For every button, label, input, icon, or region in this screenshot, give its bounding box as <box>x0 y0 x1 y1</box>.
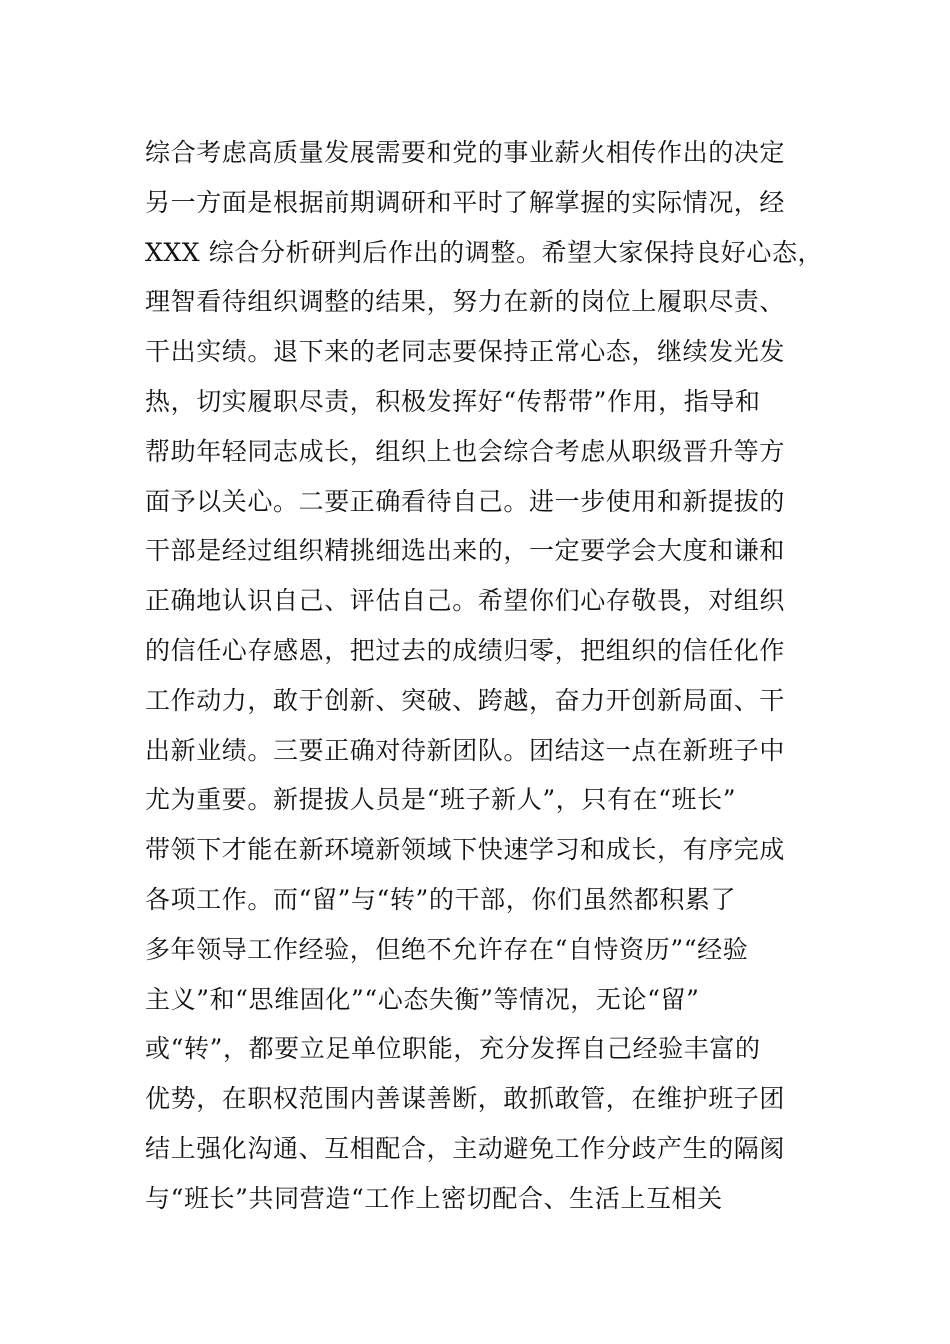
text-line: 带领下才能在新环境新领域下快速学习和成长，有序完成 <box>145 835 786 865</box>
body-text <box>145 128 845 1224</box>
text-line: 热，切实履职尽责，积极发挥好“传帮带”作用，指导和 <box>145 386 761 416</box>
text-line: 或“转”，都要立足单位职能，充分发挥自己经验丰富的 <box>145 1034 761 1064</box>
text-line: XXX 综合分析研判后作出的调整。希望大家保持良好心态， <box>145 237 824 267</box>
text-line: 多年领导工作经验，但绝不允许存在“自恃资历”“经验 <box>145 934 749 964</box>
text-line: 干部是经过组织精挑细选出来的，一定要学会大度和谦和 <box>145 536 786 566</box>
text-line: 干出实绩。退下来的老同志要保持正常心态，继续发光发 <box>145 337 786 367</box>
text-line: 理智看待组织调整的结果，努力在新的岗位上履职尽责、 <box>145 287 786 317</box>
text-line: 的信任心存感恩，把过去的成绩归零，把组织的信任化作 <box>145 635 786 665</box>
text-line: 面予以关心。二要正确看待自己。进一步使用和新提拔的 <box>145 486 786 516</box>
text-line: 另一方面是根据前期调研和平时了解掌握的实际情况，经 <box>145 187 786 217</box>
text-line: 帮助年轻同志成长，组织上也会综合考虑从职级晋升等方 <box>145 436 786 466</box>
text-line: 出新业绩。三要正确对待新团队。团结这一点在新班子中 <box>145 735 786 765</box>
text-line: 主义”和“思维固化”“心态失衡”等情况，无论“留” <box>145 984 700 1014</box>
text-line: 与“班长”共同营造“工作上密切配合、生活上互相关 <box>145 1183 723 1213</box>
text-line: 工作动力，敢于创新、突破、跨越，奋力开创新局面、干 <box>145 685 786 715</box>
text-line: 各项工作。而“留”与“转”的干部，你们虽然都积累了 <box>145 884 737 914</box>
text-line: 优势，在职权范围内善谋善断，敢抓敢管，在维护班子团 <box>145 1084 786 1114</box>
text-line: 尤为重要。新提拔人员是“班子新人”，只有在“班长” <box>145 785 737 815</box>
text-line: 正确地认识自己、评估自己。希望你们心存敬畏，对组织 <box>145 586 786 616</box>
text-line: 结上强化沟通、互相配合，主动避免工作分歧产生的隔阂 <box>145 1133 786 1163</box>
text-line: 综合考虑高质量发展需要和党的事业薪火相传作出的决定 <box>145 138 786 167</box>
